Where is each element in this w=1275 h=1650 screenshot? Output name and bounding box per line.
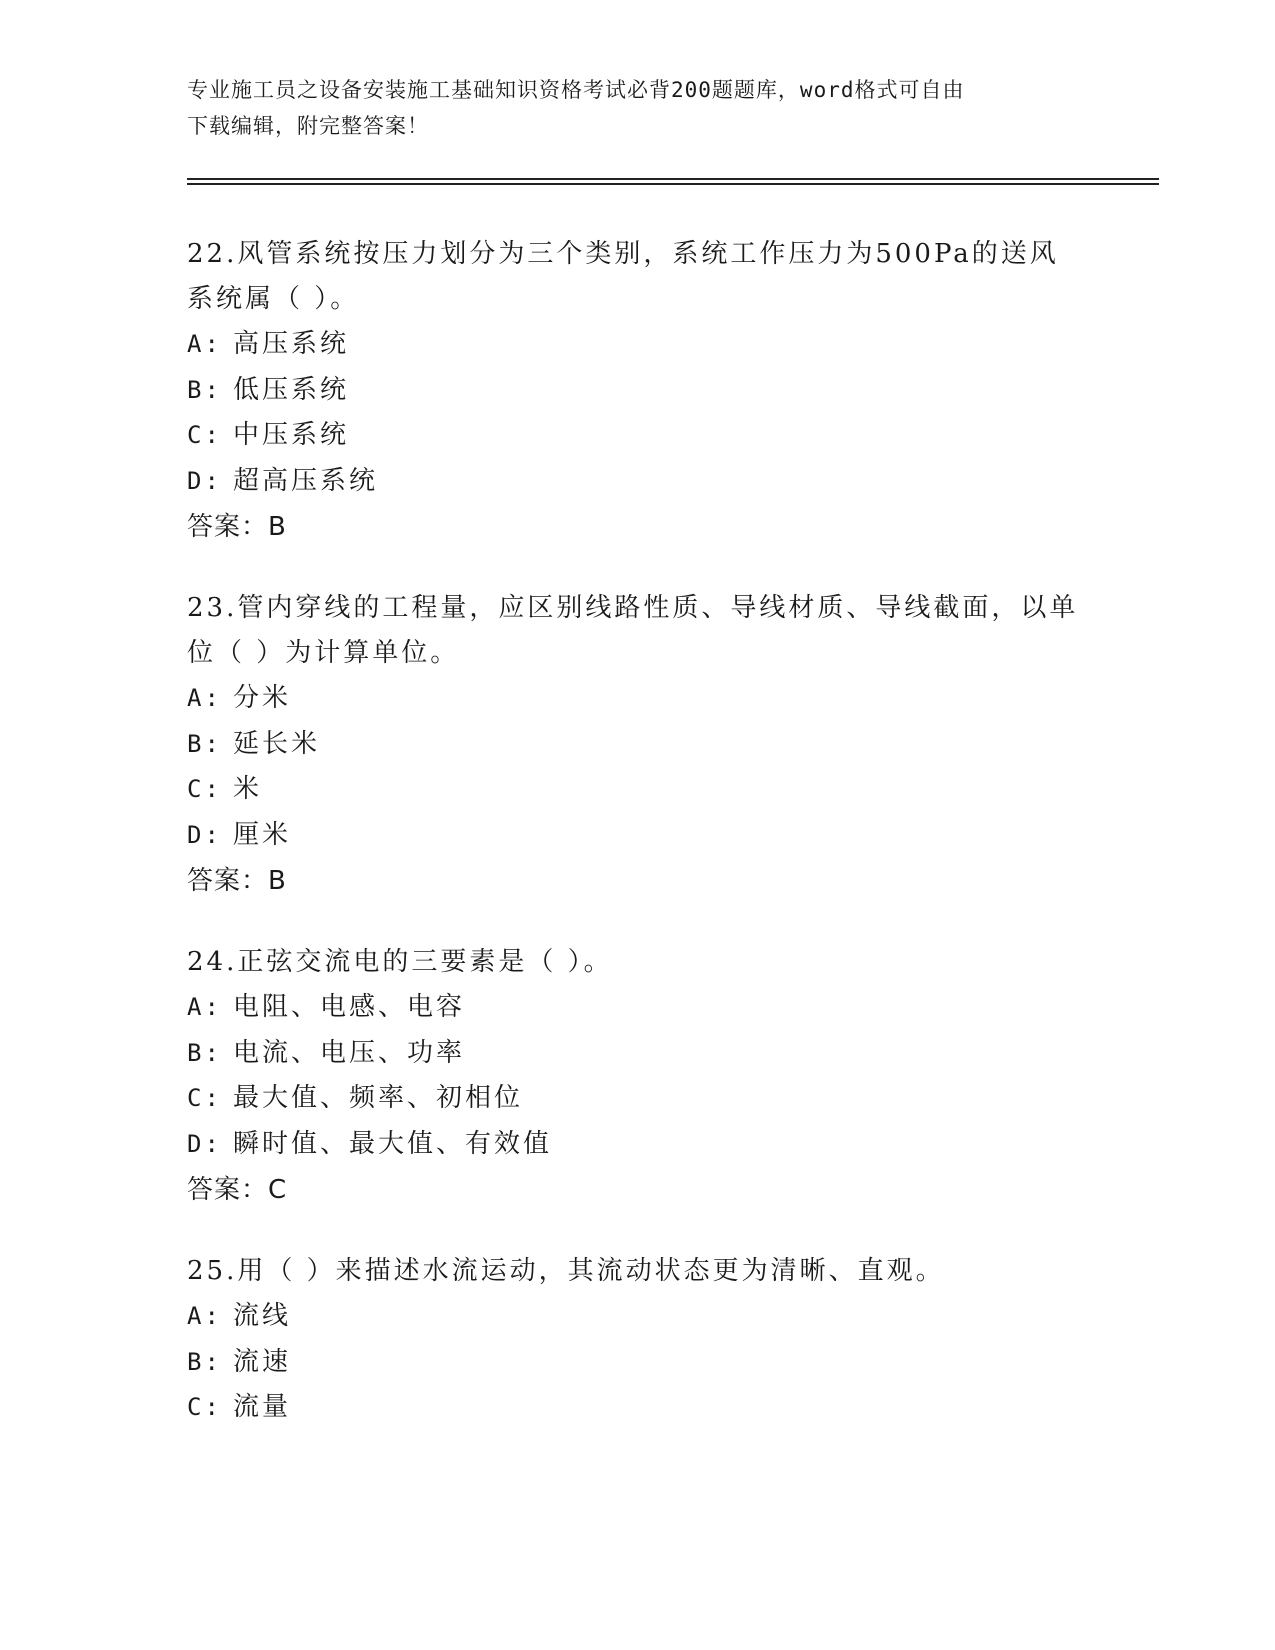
option-key: B: xyxy=(187,1038,222,1067)
header-divider-bottom xyxy=(187,183,1159,185)
option-key: B: xyxy=(187,1347,222,1376)
option-key: C: xyxy=(187,1393,222,1421)
option-text: 流线 xyxy=(233,1301,292,1331)
option-key: D: xyxy=(187,466,222,495)
option-key: A: xyxy=(187,1302,222,1330)
option-text: 厘米 xyxy=(233,819,292,850)
option-c xyxy=(187,1385,1087,1431)
option-text: 流速 xyxy=(233,1346,292,1377)
header-title-line-2: 下载编辑，附完整答案！ xyxy=(187,114,429,138)
answer-line: 答案：B xyxy=(187,512,287,542)
option-text: 米 xyxy=(233,774,263,804)
header-divider-top xyxy=(187,178,1159,180)
question-stem: 25.用（ ）来描述水流运动，其流动状态更为清晰、直观。 xyxy=(187,1256,945,1286)
option-c xyxy=(187,413,1087,459)
option-a xyxy=(187,985,1087,1031)
option-a xyxy=(187,676,1087,722)
option-key: B: xyxy=(187,375,222,404)
option-text: 高压系统 xyxy=(233,329,350,359)
question-25 xyxy=(187,1249,1087,1431)
option-text: 瞬时值、最大值、有效值 xyxy=(233,1128,553,1159)
option-text: 最大值、频率、初相位 xyxy=(233,1083,524,1113)
document-header xyxy=(187,72,1087,144)
question-stem: 22.风管系统按压力划分为三个类别，系统工作压力为500Pa的送风系统属（ ）。 xyxy=(187,239,1059,314)
question-stem: 23.管内穿线的工程量，应区别线路性质、导线材质、导线截面，以单位（ ）为计算单位。 xyxy=(187,593,1079,668)
option-d xyxy=(187,459,1087,505)
option-key: D: xyxy=(187,1129,222,1158)
header-title-line-1: 专业施工员之设备安装施工基础知识资格考试必背200题题库，word格式可自由 xyxy=(187,78,965,102)
option-text: 电阻、电感、电容 xyxy=(233,992,466,1022)
option-text: 电流、电压、功率 xyxy=(233,1037,466,1068)
option-key: A: xyxy=(187,330,222,358)
question-22 xyxy=(187,232,1087,550)
option-d xyxy=(187,813,1087,859)
option-key: A: xyxy=(187,684,222,712)
option-key: C: xyxy=(187,775,222,803)
option-c xyxy=(187,767,1087,813)
option-key: C: xyxy=(187,1084,222,1112)
option-key: D: xyxy=(187,820,222,849)
question-list xyxy=(187,232,1087,1467)
option-b xyxy=(187,368,1087,414)
option-b xyxy=(187,722,1087,768)
option-text: 低压系统 xyxy=(233,374,350,405)
option-text: 分米 xyxy=(233,683,292,713)
option-text: 中压系统 xyxy=(233,420,350,450)
option-b xyxy=(187,1031,1087,1077)
option-key: C: xyxy=(187,421,222,449)
answer-line: 答案：B xyxy=(187,866,287,896)
option-c xyxy=(187,1076,1087,1122)
option-text: 流量 xyxy=(233,1392,292,1422)
option-key: A: xyxy=(187,993,222,1021)
question-23 xyxy=(187,586,1087,904)
option-b xyxy=(187,1340,1087,1386)
question-stem: 24.正弦交流电的三要素是（ ）。 xyxy=(187,947,613,977)
option-a xyxy=(187,1294,1087,1340)
option-a xyxy=(187,322,1087,368)
answer-line: 答案：C xyxy=(187,1175,288,1205)
option-text: 延长米 xyxy=(233,728,321,759)
option-text: 超高压系统 xyxy=(233,465,379,496)
question-24 xyxy=(187,940,1087,1213)
option-d xyxy=(187,1122,1087,1168)
option-key: B: xyxy=(187,729,222,758)
